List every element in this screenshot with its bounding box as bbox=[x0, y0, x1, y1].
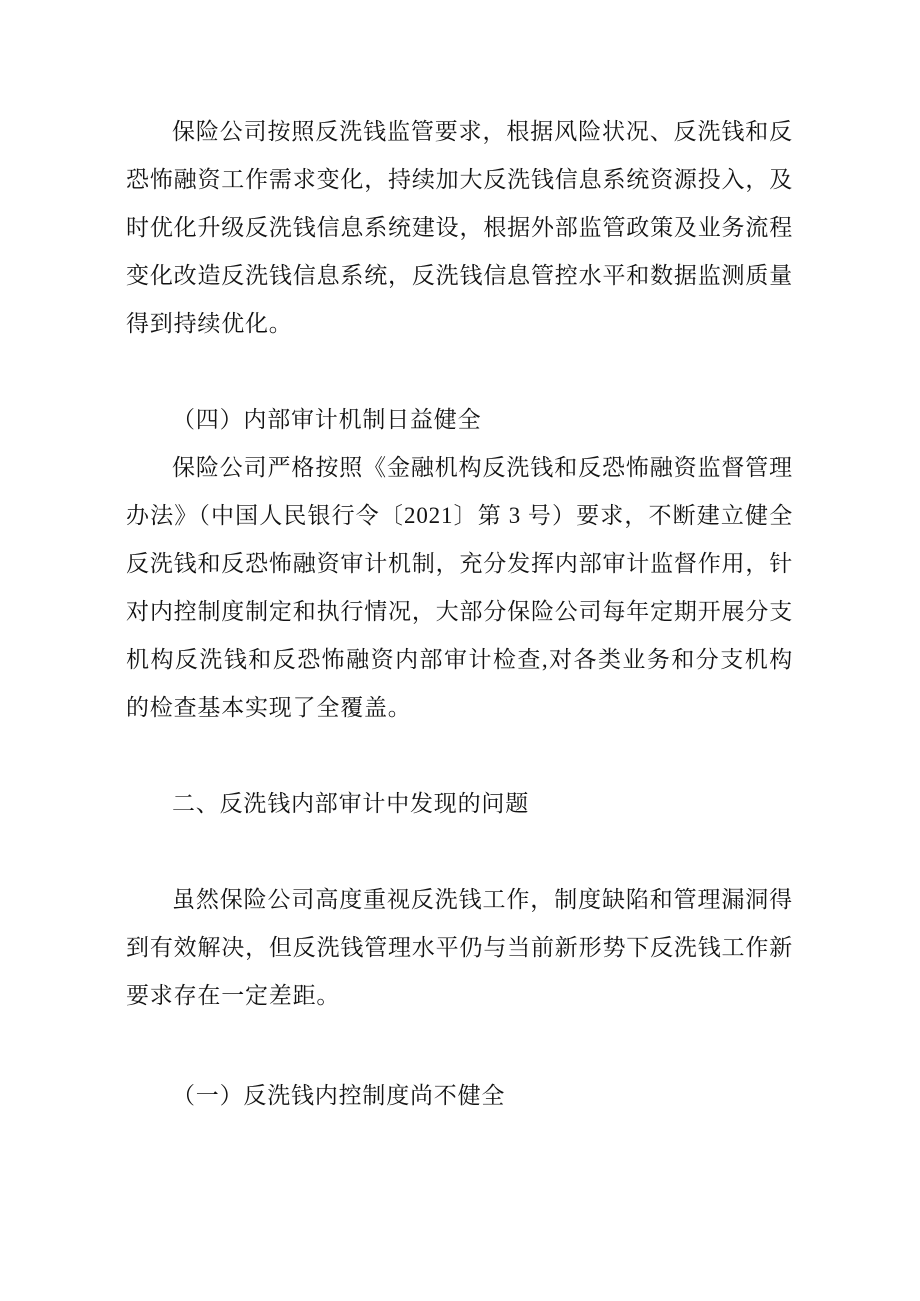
paragraph-line: 保险公司按照反洗钱监管要求，根据风险状况、反洗钱和反 bbox=[172, 119, 793, 144]
paragraph-line: 虽然保险公司高度重视反洗钱工作，制度缺陷和管理漏洞得 bbox=[172, 887, 793, 912]
paragraph-system-investment bbox=[126, 108, 793, 348]
paragraph-gap-with-requirements bbox=[126, 876, 793, 1020]
paragraph-line: 办法》（中国人民银行令〔2021〕第 3 号）要求，不断建立健全 bbox=[126, 503, 793, 528]
paragraph-audit-mechanism bbox=[126, 444, 793, 732]
subsection-heading-1: （一）反洗钱内控制度尚不健全 bbox=[172, 1083, 506, 1108]
paragraph-line: 保险公司严格按照《金融机构反洗钱和反恐怖融资监督管理 bbox=[172, 455, 793, 480]
subsection-heading-4: （四）内部审计机制日益健全 bbox=[172, 407, 482, 432]
paragraph-line: 反洗钱和反恐怖融资审计机制，充分发挥内部审计监督作用，针 bbox=[126, 551, 793, 576]
paragraph-line: 时优化升级反洗钱信息系统建设，根据外部监管政策及业务流程 bbox=[126, 215, 793, 240]
section-heading-2: 二、反洗钱内部审计中发现的问题 bbox=[172, 791, 529, 816]
paragraph-line: 要求存在一定差距。 bbox=[126, 983, 341, 1008]
paragraph-line: 得到持续优化。 bbox=[126, 311, 293, 336]
paragraph-line: 对内控制度制定和执行情况，大部分保险公司每年定期开展分支 bbox=[126, 599, 793, 624]
paragraph-line: 到有效解决，但反洗钱管理水平仍与当前新形势下反洗钱工作新 bbox=[126, 935, 793, 960]
paragraph-line: 机构反洗钱和反恐怖融资内部审计检查,对各类业务和分支机构 bbox=[126, 647, 793, 672]
paragraph-line: 的检查基本实现了全覆盖。 bbox=[126, 695, 412, 720]
paragraph-line: 变化改造反洗钱信息系统，反洗钱信息管控水平和数据监测质量 bbox=[126, 263, 793, 288]
paragraph-line: 恐怖融资工作需求变化，持续加大反洗钱信息系统资源投入，及 bbox=[126, 167, 793, 192]
